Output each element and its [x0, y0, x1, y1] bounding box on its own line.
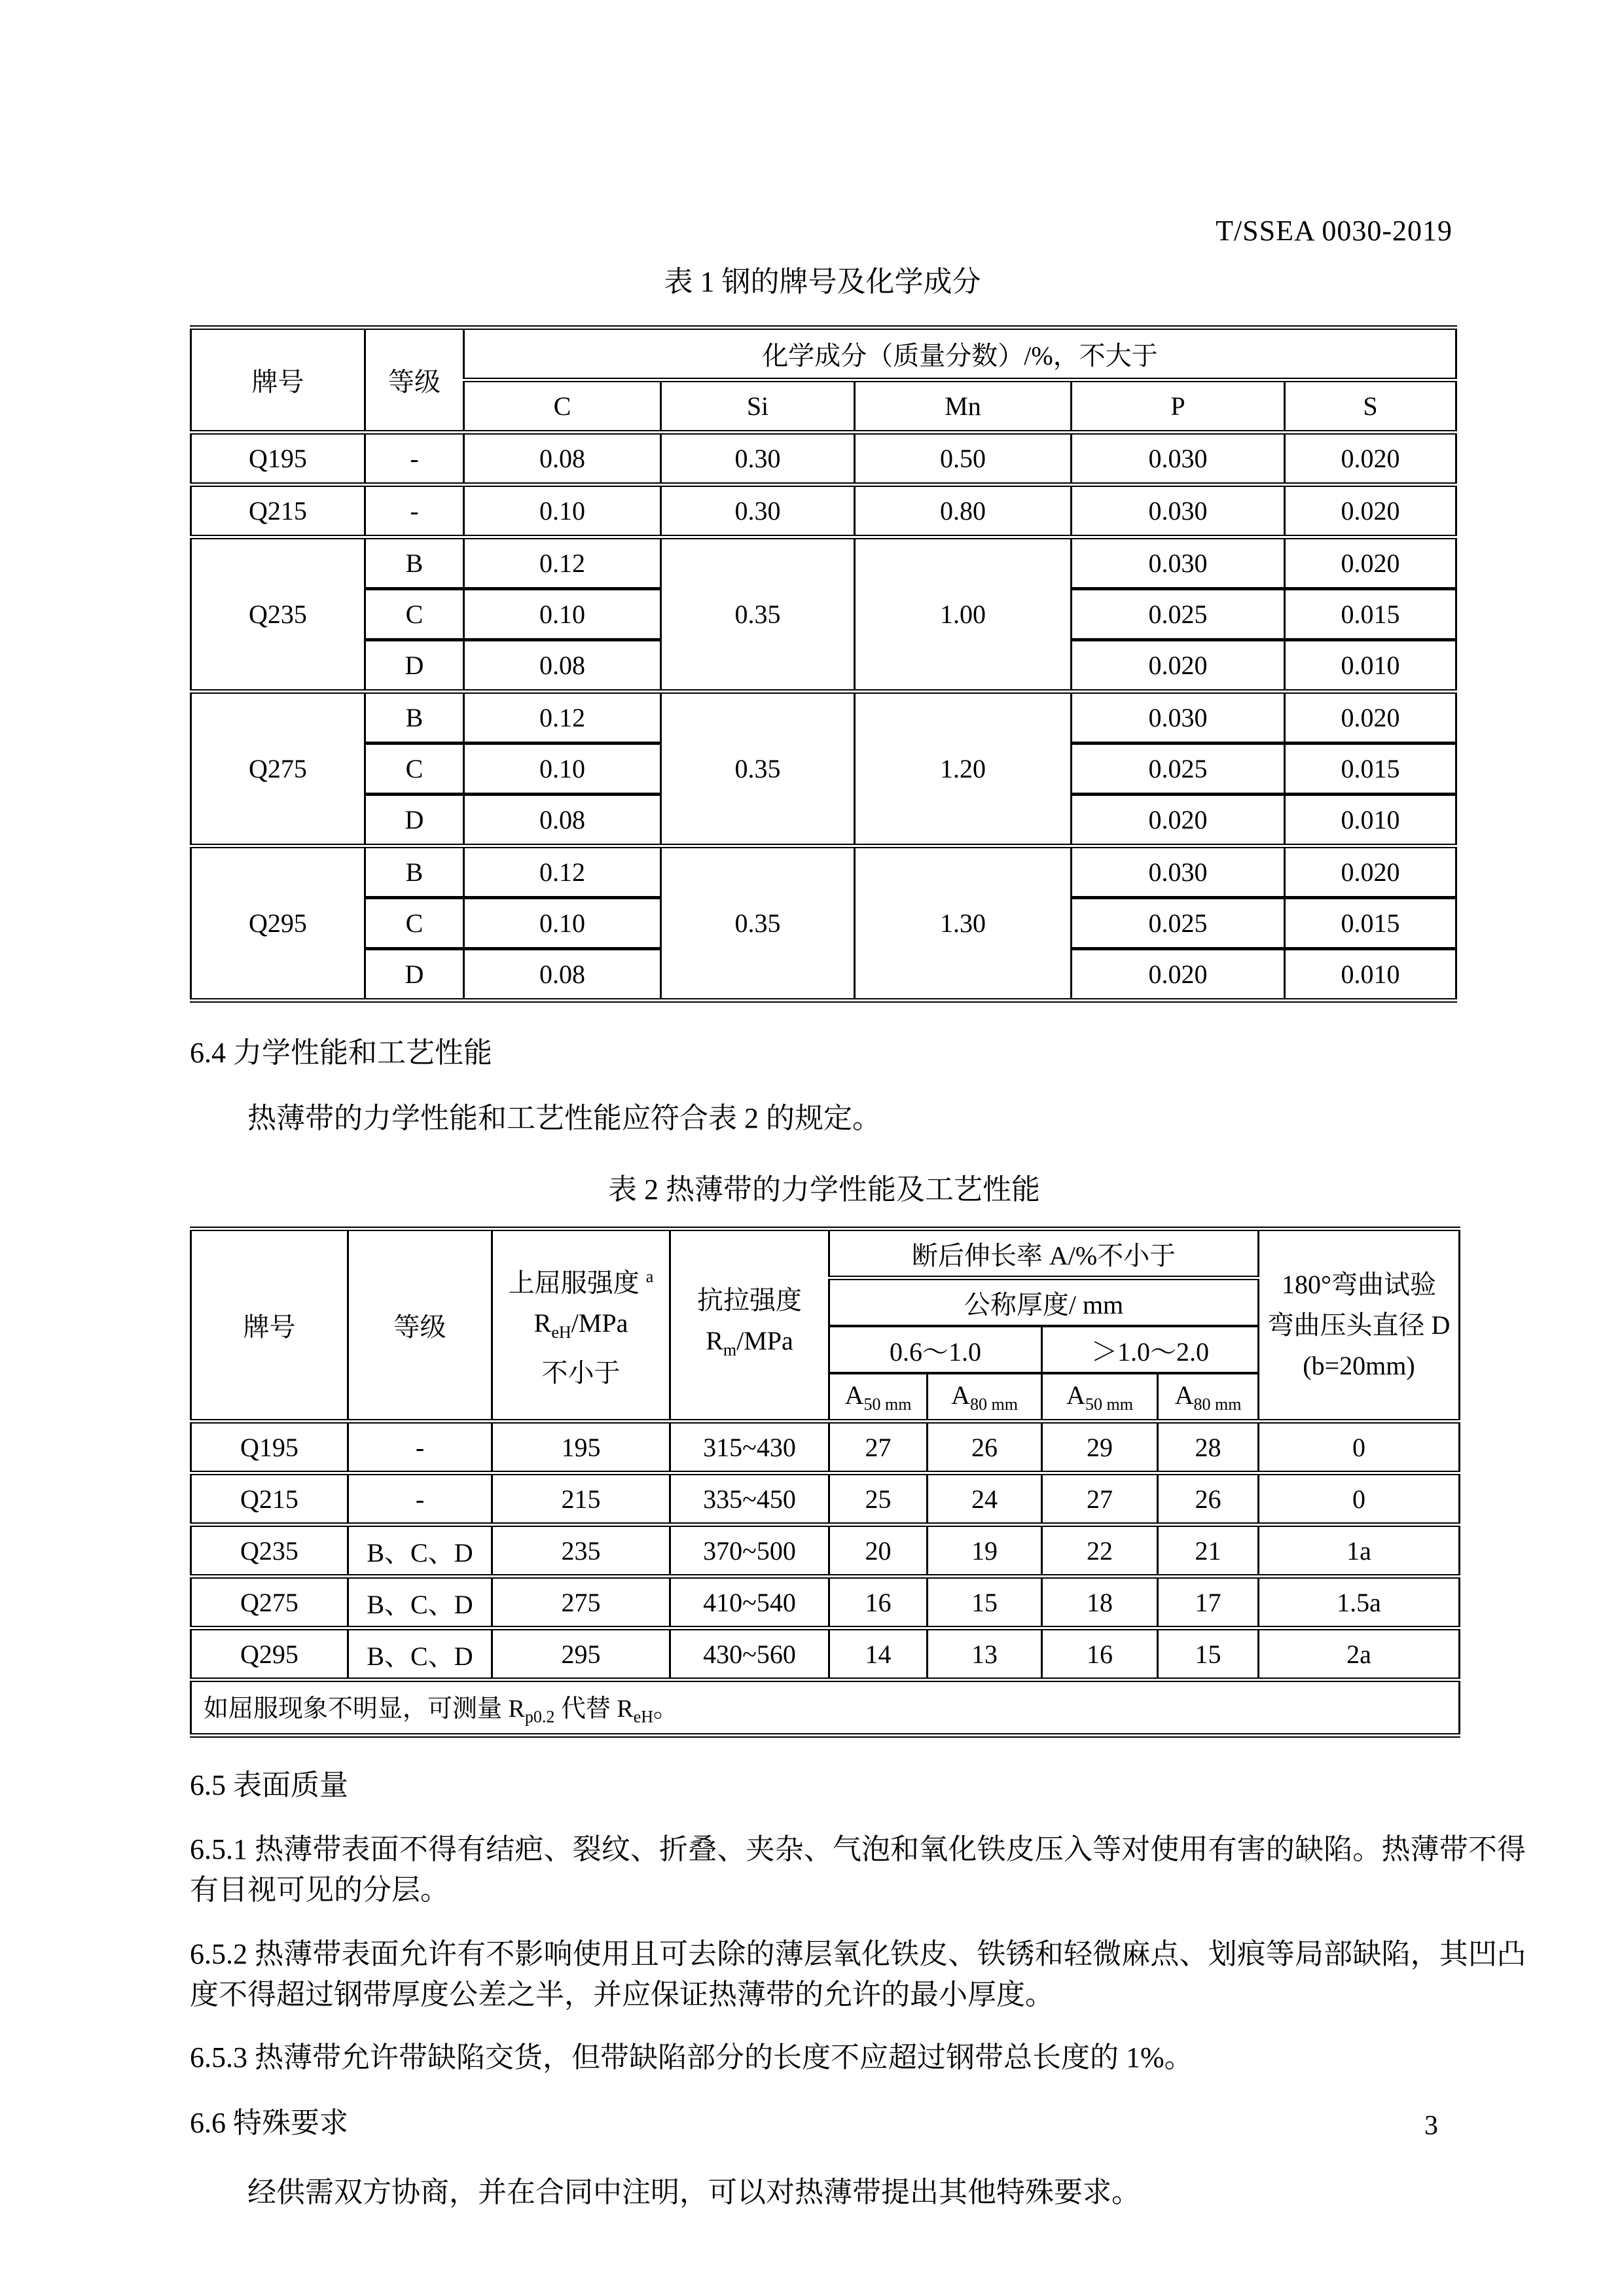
t2-cell: 410~540: [670, 1577, 829, 1628]
t2-header-a50-1: [829, 1373, 928, 1422]
t1-cell: 0.015: [1285, 898, 1456, 949]
footnote-sub-rp02: p0.2: [524, 1707, 555, 1727]
t2-cell: 430~560: [670, 1628, 829, 1680]
t1-cell: -: [365, 485, 464, 537]
t2-header-bend: [1259, 1229, 1460, 1422]
t1-cell: Q215: [191, 485, 365, 537]
a-symbol: A: [844, 1380, 864, 1410]
t2-header-yield: [492, 1229, 670, 1422]
t1-cell: C: [365, 744, 464, 795]
t2-cell: 195: [492, 1422, 670, 1473]
section-6-4-heading: 6.4 力学性能和工艺性能: [190, 1037, 492, 1069]
t1-cell: C: [365, 898, 464, 949]
t1-cell: 0.015: [1285, 589, 1456, 640]
table1-chemical-composition: [190, 325, 1457, 1003]
t2-cell: 1a: [1259, 1525, 1460, 1577]
t2-cell: B、C、D: [348, 1577, 492, 1628]
t1-header-element-s: S: [1285, 380, 1456, 433]
t1-row-q235-b: [191, 537, 1456, 589]
t2-cell: 0: [1259, 1422, 1460, 1473]
a-symbol: A: [1066, 1380, 1085, 1410]
yield-line-1: [497, 1257, 665, 1303]
t2-row-q235: [191, 1525, 1460, 1577]
t1-cell: 0.015: [1285, 744, 1456, 795]
t1-cell: Q235: [191, 537, 365, 692]
tensile-unit: /MPa: [736, 1325, 793, 1355]
yield-label: 上屈服强度: [508, 1268, 640, 1298]
t2-cell: 335~450: [670, 1473, 829, 1525]
section-6-4-paragraph: 热薄带的力学性能和工艺性能应符合表 2 的规定。: [247, 1102, 881, 1134]
t1-header-element-p: P: [1072, 380, 1285, 433]
t2-cell: 275: [492, 1577, 670, 1628]
t1-cell: 0.020: [1285, 537, 1456, 589]
t1-cell: D: [365, 949, 464, 1001]
a50-sub: 50 mm: [863, 1394, 912, 1414]
t2-cell: Q215: [191, 1473, 348, 1525]
t1-cell: 0.10: [464, 485, 661, 537]
yield-line-2: [497, 1303, 665, 1353]
t1-cell: 0.30: [661, 433, 855, 485]
t1-header-composition: 化学成分（质量分数）/%，不大于: [464, 328, 1456, 380]
t2-cell: 235: [492, 1525, 670, 1577]
t2-cell: 370~500: [670, 1525, 829, 1577]
t1-header-element-mn: Mn: [855, 380, 1072, 433]
t1-header-element-c: C: [464, 380, 661, 433]
t1-cell: 0.12: [464, 692, 661, 744]
t2-header-a80-1: [928, 1373, 1042, 1422]
bend-line-2: 弯曲压头直径 D: [1267, 1310, 1451, 1340]
t2-cell: 27: [1042, 1473, 1158, 1525]
t1-row-q195: [191, 433, 1456, 485]
t1-cell: 0.025: [1072, 898, 1285, 949]
t2-cell: 1.5a: [1259, 1577, 1460, 1628]
t2-cell: 18: [1042, 1577, 1158, 1628]
t2-header-range-2: ＞1.0～2.0: [1042, 1326, 1259, 1373]
t2-cell: Q235: [191, 1525, 348, 1577]
t1-cell: 0.08: [464, 949, 661, 1001]
t1-cell: C: [365, 589, 464, 640]
t2-cell: 15: [928, 1577, 1042, 1628]
t1-cell: 1.20: [855, 692, 1072, 846]
t1-header-element-si: Si: [661, 380, 855, 433]
bend-line-1: 180°弯曲试验: [1282, 1269, 1437, 1299]
t2-header-row-1: [191, 1229, 1460, 1278]
section-6-5-3-paragraph: 6.5.3 热薄带允许带缺陷交货，但带缺陷部分的长度不应超过钢带总长度的 1%。: [190, 2041, 1193, 2073]
t1-cell: 0.020: [1072, 949, 1285, 1001]
t1-cell: 0.08: [464, 433, 661, 485]
footnote-marker-a: a: [645, 1266, 654, 1286]
t2-header-a80-2: [1158, 1373, 1259, 1422]
t2-cell: Q275: [191, 1577, 348, 1628]
footnote-sub-reh: eH: [633, 1707, 654, 1727]
t1-cell: 0.12: [464, 846, 661, 898]
t2-cell: 14: [829, 1628, 928, 1680]
footnote-text-3: 。: [653, 1695, 679, 1723]
a80-sub: 80 mm: [969, 1394, 1018, 1414]
t1-cell: 0.35: [661, 846, 855, 1001]
t1-cell: 0.020: [1285, 846, 1456, 898]
t1-cell: 0.030: [1072, 485, 1285, 537]
t2-cell: 0: [1259, 1473, 1460, 1525]
t1-cell: 0.020: [1285, 485, 1456, 537]
t1-header-level: 等级: [365, 328, 464, 433]
a50-sub: 50 mm: [1085, 1394, 1133, 1414]
section-6-5-2-paragraph: 6.5.2 热薄带表面允许有不影响使用且可去除的薄层氧化铁皮、铁锈和轻微麻点、划痕等局部缺陷，其凹凸度不得超过钢带厚度公差之半，并应保证热薄带的允许的最小厚度。: [190, 1938, 1526, 2011]
t1-cell: 0.010: [1285, 640, 1456, 692]
t2-cell: Q295: [191, 1628, 348, 1680]
t1-row-q295-b: [191, 846, 1456, 898]
yield-line-3: 不小于: [541, 1358, 621, 1388]
section-6-6-heading: 6.6 特殊要求: [190, 2107, 348, 2139]
t2-cell: 27: [829, 1422, 928, 1473]
t1-cell: 0.30: [661, 485, 855, 537]
footnote-text-2: 代替 R: [554, 1695, 634, 1723]
t2-cell: 15: [1158, 1628, 1259, 1680]
yield-symbol-sub: eH: [551, 1323, 571, 1342]
t2-cell: 215: [492, 1473, 670, 1525]
t1-cell: 1.00: [855, 537, 1072, 692]
t1-cell: 0.020: [1072, 795, 1285, 846]
t2-row-q295: [191, 1628, 1460, 1680]
t2-header-level: 等级: [348, 1229, 492, 1422]
t1-cell: 0.030: [1072, 433, 1285, 485]
t1-cell: B: [365, 692, 464, 744]
t1-cell: B: [365, 846, 464, 898]
t2-row-q195: [191, 1422, 1460, 1473]
t2-header-a50-2: [1042, 1373, 1158, 1422]
t1-cell: 0.020: [1285, 692, 1456, 744]
t2-cell: -: [348, 1473, 492, 1525]
t1-cell: 0.025: [1072, 589, 1285, 640]
t2-header-thickness: 公称厚度/ mm: [829, 1278, 1259, 1327]
tensile-line-1: 抗拉强度: [697, 1285, 802, 1315]
t1-cell: D: [365, 640, 464, 692]
t2-footnote-row: [191, 1680, 1460, 1736]
t2-cell: 24: [928, 1473, 1042, 1525]
t1-row-q275-b: [191, 692, 1456, 744]
t1-header-row-1: [191, 328, 1456, 380]
t1-cell: 0.08: [464, 795, 661, 846]
t1-cell: 0.030: [1072, 692, 1285, 744]
t1-cell: 0.35: [661, 692, 855, 846]
section-6-6-paragraph: 经供需双方协商，并在合同中注明，可以对热薄带提出其他特殊要求。: [247, 2176, 1140, 2208]
t1-cell: D: [365, 795, 464, 846]
t1-cell: 0.020: [1285, 433, 1456, 485]
t2-cell: 295: [492, 1628, 670, 1680]
a-symbol: A: [951, 1380, 970, 1410]
t1-cell: 0.35: [661, 537, 855, 692]
t1-cell: B: [365, 537, 464, 589]
t1-cell: 0.50: [855, 433, 1072, 485]
doc-number: T/SSEA 0030-2019: [1216, 215, 1453, 247]
t2-cell: 21: [1158, 1525, 1259, 1577]
t2-cell: Q195: [191, 1422, 348, 1473]
t1-cell: 0.025: [1072, 744, 1285, 795]
t2-cell: 26: [928, 1422, 1042, 1473]
t1-cell: 1.30: [855, 846, 1072, 1001]
t2-cell: B、C、D: [348, 1525, 492, 1577]
t2-cell: 29: [1042, 1422, 1158, 1473]
table2-title: 表 2 热薄带的力学性能及工艺性能: [608, 1174, 1040, 1206]
t2-cell: -: [348, 1422, 492, 1473]
t2-cell: 13: [928, 1628, 1042, 1680]
t1-cell: 0.030: [1072, 537, 1285, 589]
a-symbol: A: [1174, 1380, 1194, 1410]
section-6-5-heading: 6.5 表面质量: [190, 1769, 348, 1801]
yield-symbol: R: [533, 1308, 552, 1338]
t2-cell: 17: [1158, 1577, 1259, 1628]
t2-cell: 20: [829, 1525, 928, 1577]
t2-row-q275: [191, 1577, 1460, 1628]
page-number: 3: [1424, 2111, 1438, 2141]
yield-unit: /MPa: [571, 1308, 628, 1338]
t1-cell: 0.08: [464, 640, 661, 692]
t2-cell: 16: [829, 1577, 928, 1628]
section-6-5-1-paragraph: 6.5.1 热薄带表面不得有结疤、裂纹、折叠、夹杂、气泡和氧化铁皮压入等对使用有害的缺陷。热薄带不得有目视可见的分层。: [190, 1833, 1526, 1906]
bend-line-3: (b=20mm): [1303, 1350, 1415, 1380]
t1-cell: 0.10: [464, 744, 661, 795]
t1-cell: 0.80: [855, 485, 1072, 537]
footnote-text-1: 如屈服现象不明显，可测量 R: [204, 1695, 525, 1723]
t2-cell: 22: [1042, 1525, 1158, 1577]
t1-cell: 0.010: [1285, 795, 1456, 846]
t1-cell: 0.10: [464, 589, 661, 640]
t1-cell: 0.10: [464, 898, 661, 949]
t2-row-q215: [191, 1473, 1460, 1525]
t1-cell: 0.010: [1285, 949, 1456, 1001]
t2-cell: B、C、D: [348, 1628, 492, 1680]
t2-cell: 19: [928, 1525, 1042, 1577]
a80-sub: 80 mm: [1193, 1394, 1242, 1414]
t1-cell: 0.020: [1072, 640, 1285, 692]
t1-cell: Q195: [191, 433, 365, 485]
t2-cell: 2a: [1259, 1628, 1460, 1680]
t2-header-elongation: 断后伸长率 A/%不小于: [829, 1229, 1259, 1278]
table1-title: 表 1 钢的牌号及化学成分: [664, 266, 981, 298]
tensile-symbol-sub: m: [723, 1340, 737, 1359]
t2-cell: 315~430: [670, 1422, 829, 1473]
t1-cell: 0.030: [1072, 846, 1285, 898]
t1-cell: -: [365, 433, 464, 485]
tensile-line-2: [675, 1321, 824, 1371]
t1-row-q215: [191, 485, 1456, 537]
t1-cell: Q295: [191, 846, 365, 1001]
t2-footnote: [191, 1680, 1460, 1736]
t1-header-grade: 牌号: [191, 328, 365, 433]
t2-cell: 28: [1158, 1422, 1259, 1473]
t1-cell: 0.12: [464, 537, 661, 589]
t2-header-range-1: 0.6～1.0: [829, 1326, 1042, 1373]
t2-header-tensile: [670, 1229, 829, 1422]
t2-cell: 26: [1158, 1473, 1259, 1525]
tensile-symbol: R: [706, 1325, 723, 1355]
t1-cell: Q275: [191, 692, 365, 846]
t2-cell: 25: [829, 1473, 928, 1525]
t2-cell: 16: [1042, 1628, 1158, 1680]
t2-header-grade: 牌号: [191, 1229, 348, 1422]
table2-mechanical-properties: [190, 1227, 1460, 1738]
